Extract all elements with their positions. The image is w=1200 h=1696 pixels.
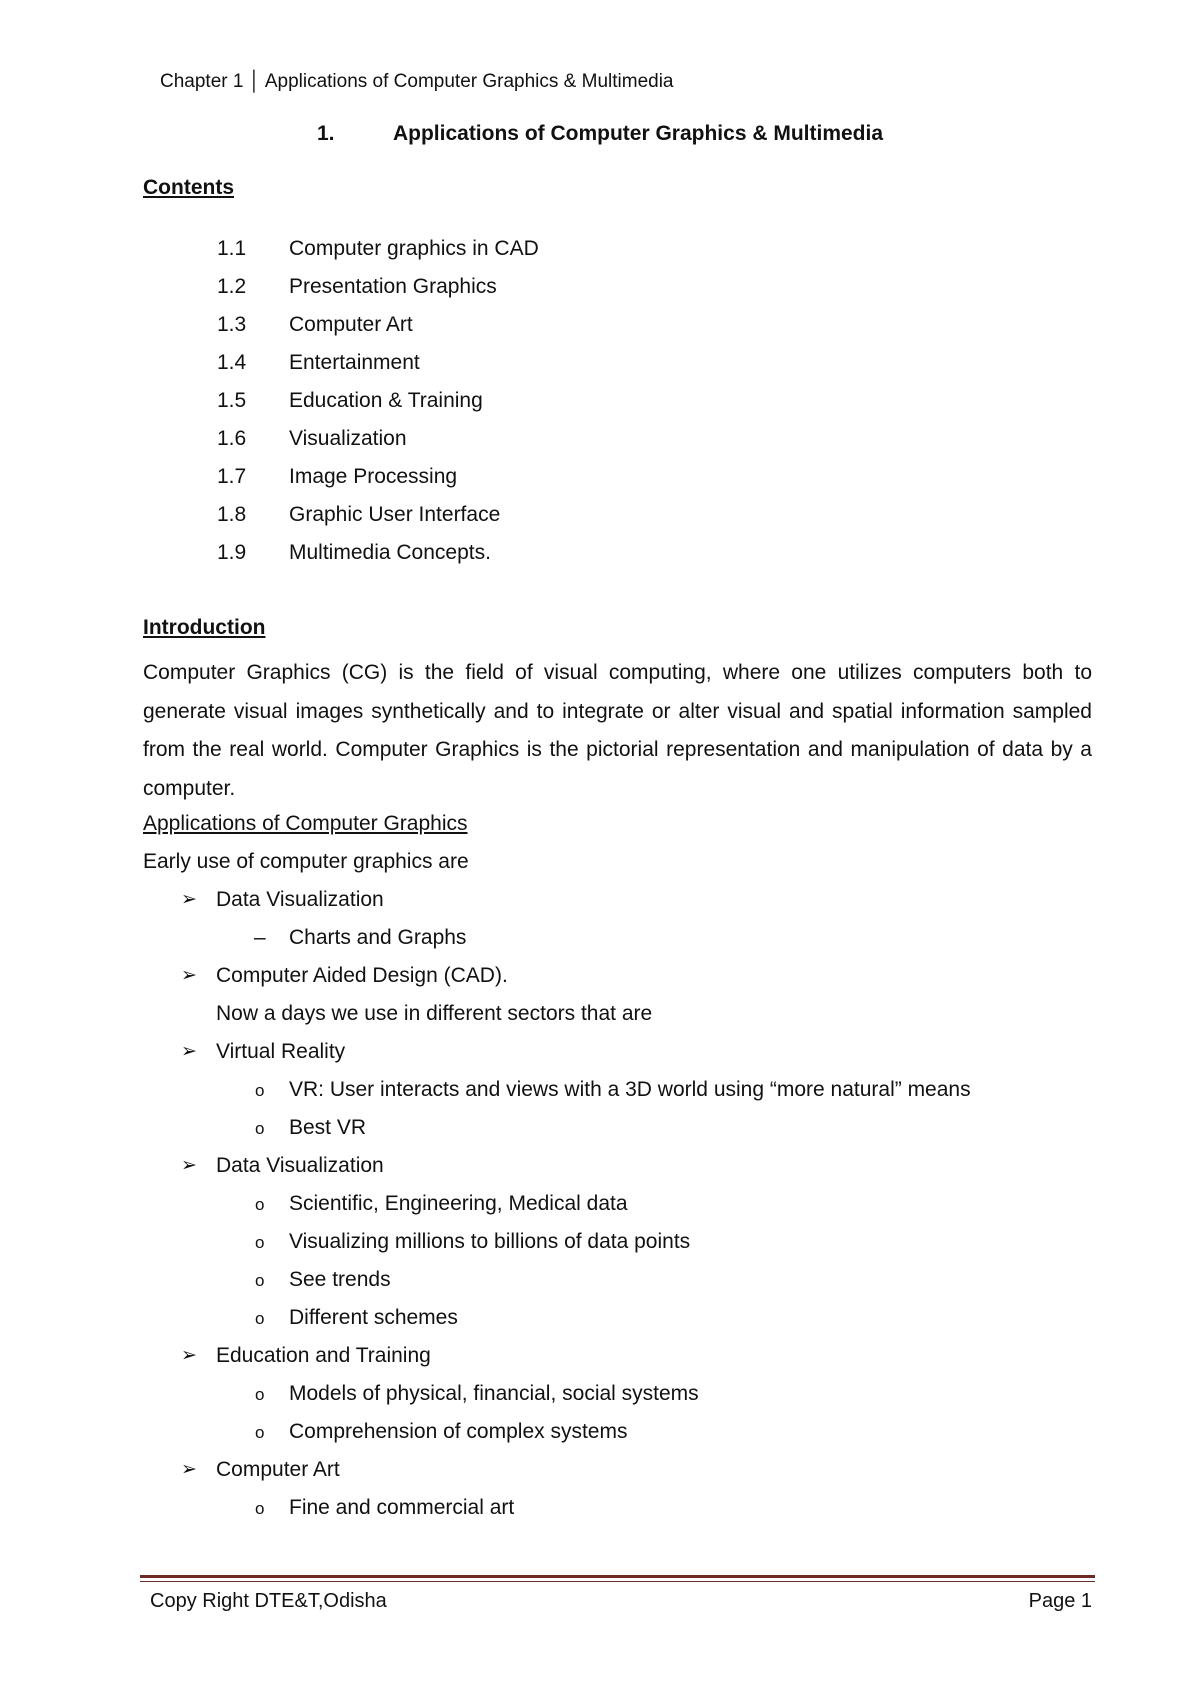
applications-heading: Applications of Computer Graphics bbox=[143, 812, 468, 835]
circle-bullet-icon: o bbox=[255, 1499, 265, 1518]
chapter-title-text: Applications of Computer Graphics & Multimedia bbox=[392, 122, 884, 145]
sub-bullet-item: See trends bbox=[289, 1268, 391, 1291]
arrow-bullet-icon: ➢ bbox=[181, 965, 197, 986]
bullet-item: Computer Art bbox=[216, 1458, 340, 1481]
toc-item: Visualization bbox=[289, 427, 407, 450]
toc-number: 1.5 bbox=[217, 389, 247, 412]
bullet-item: Computer Aided Design (CAD). bbox=[216, 964, 508, 987]
contents-heading: Contents bbox=[143, 176, 234, 199]
toc-item: Image Processing bbox=[289, 465, 458, 488]
footer-page-number: Page 1 bbox=[1028, 1590, 1092, 1612]
nowadays-line: Now a days we use in different sectors that are bbox=[216, 1002, 653, 1025]
sub-bullet-item: Scientific, Engineering, Medical data bbox=[289, 1192, 628, 1215]
toc-number: 1.6 bbox=[217, 427, 247, 450]
circle-bullet-icon: o bbox=[255, 1233, 265, 1252]
arrow-bullet-icon: ➢ bbox=[181, 1041, 197, 1062]
toc-item: Presentation Graphics bbox=[289, 275, 497, 298]
circle-bullet-icon: o bbox=[255, 1423, 265, 1442]
arrow-bullet-icon: ➢ bbox=[181, 889, 197, 910]
toc-item: Graphic User Interface bbox=[289, 503, 501, 526]
sub-bullet-item: Fine and commercial art bbox=[289, 1496, 515, 1519]
circle-bullet-icon: o bbox=[255, 1385, 265, 1404]
bullet-item: Education and Training bbox=[216, 1344, 431, 1367]
sub-bullet-item: Models of physical, financial, social systems bbox=[289, 1382, 699, 1405]
sub-bullet-item: VR: User interacts and views with a 3D world using “more natural” means bbox=[289, 1078, 971, 1101]
toc-number: 1.9 bbox=[217, 541, 247, 564]
sub-bullet-item: Visualizing millions to billions of data points bbox=[289, 1230, 691, 1253]
toc-number: 1.4 bbox=[217, 351, 247, 374]
circle-bullet-icon: o bbox=[255, 1119, 265, 1138]
dash-bullet-icon: – bbox=[254, 926, 266, 949]
chapter-title bbox=[0, 122, 1200, 146]
arrow-bullet-icon: ➢ bbox=[181, 1345, 197, 1366]
circle-bullet-icon: o bbox=[255, 1081, 265, 1100]
bullet-item: Data Visualization bbox=[216, 1154, 384, 1177]
toc-item: Education & Training bbox=[289, 389, 483, 412]
toc-number: 1.7 bbox=[217, 465, 247, 488]
footer-copyright: Copy Right DTE&T,Odisha bbox=[150, 1590, 387, 1612]
sub-bullet-item: Charts and Graphs bbox=[289, 926, 467, 949]
introduction-paragraph: Computer Graphics (CG) is the field of visual computing, where one utilizes computers both to generate visual images synthetically and to integrate or alter visual and spatial information sampled from the real world. Computer Graphics is the pictorial representation and manipulation of data by a computer. bbox=[143, 661, 1092, 800]
arrow-bullet-icon: ➢ bbox=[181, 1459, 197, 1480]
bullet-item: Data Visualization bbox=[216, 888, 384, 911]
footer-rule-thick bbox=[140, 1575, 1095, 1578]
arrow-bullet-icon: ➢ bbox=[181, 1155, 197, 1176]
footer-rule-thin bbox=[140, 1581, 1095, 1582]
chapter-number: 1. bbox=[316, 122, 335, 145]
bullet-item: Virtual Reality bbox=[216, 1040, 346, 1063]
toc-number: 1.2 bbox=[217, 275, 247, 298]
page-header: Chapter 1 │ Applications of Computer Graphics & Multimedia bbox=[160, 71, 674, 92]
sub-bullet-item: Different schemes bbox=[289, 1306, 458, 1329]
toc-number: 1.8 bbox=[217, 503, 247, 526]
circle-bullet-icon: o bbox=[255, 1271, 265, 1290]
sub-bullet-item: Best VR bbox=[289, 1116, 367, 1139]
toc-item: Computer graphics in CAD bbox=[289, 237, 539, 260]
toc-number: 1.1 bbox=[217, 237, 247, 260]
toc-item: Multimedia Concepts. bbox=[289, 541, 491, 564]
toc-item: Entertainment bbox=[289, 351, 420, 374]
introduction-heading: Introduction bbox=[143, 616, 266, 639]
toc-item: Computer Art bbox=[289, 313, 413, 336]
sub-bullet-item: Comprehension of complex systems bbox=[289, 1420, 628, 1443]
early-use-line: Early use of computer graphics are bbox=[143, 850, 469, 873]
circle-bullet-icon: o bbox=[255, 1195, 265, 1214]
circle-bullet-icon: o bbox=[255, 1309, 265, 1328]
toc-number: 1.3 bbox=[217, 313, 247, 336]
